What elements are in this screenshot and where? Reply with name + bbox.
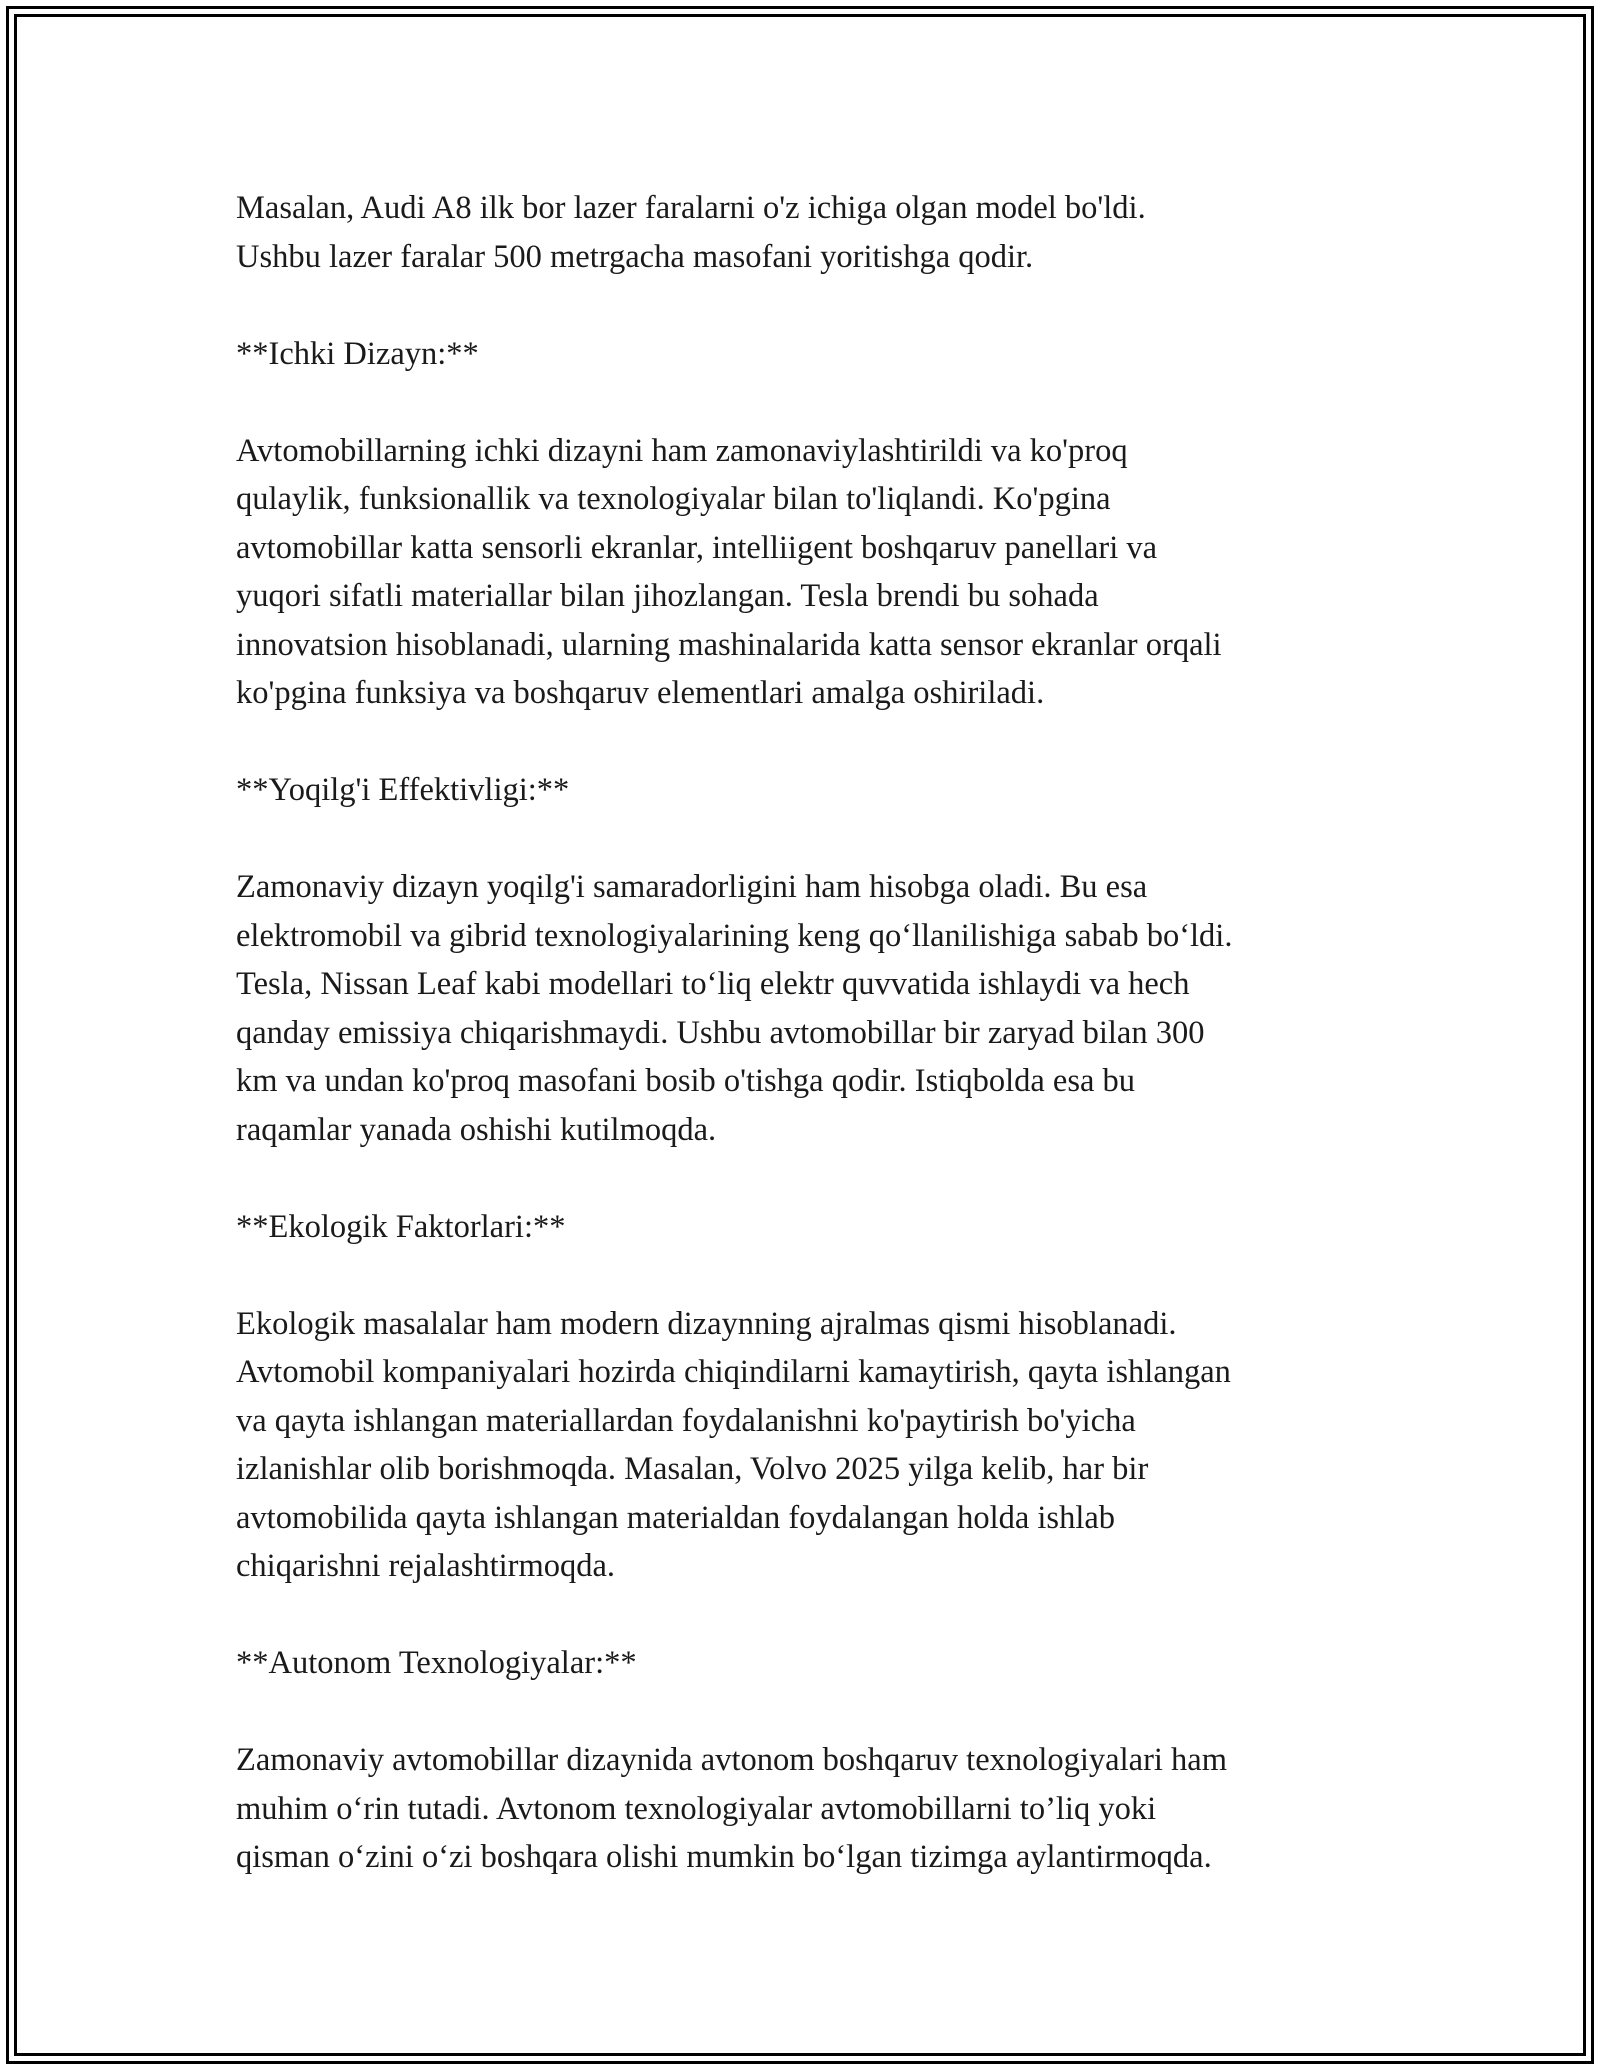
heading-fuel-efficiency: **Yoqilg'i Effektivligi:**: [236, 772, 570, 808]
document-body: [236, 184, 1376, 1882]
heading-interior-design: **Ichki Dizayn:**: [236, 335, 479, 372]
heading-autonomous-tech: **Autonom Texnologiyalar:**: [236, 1645, 637, 1681]
paragraph-audi-laser: Masalan, Audi A8 ilk bor lazer faralarni o'z ichiga olgan model bo'ldi. Ushbu lazer faralar 500 metrgacha masofani yoritishga qodir.: [236, 190, 1146, 275]
paragraph-interior-design: Avtomobillarning ichki dizayni ham zamonaviylashtirildi va ko'proq qulaylik, funksionallik va texnologiyalar bilan to'liqlandi. Ko'pgina avtomobillar katta sensorli ekranlar, intelliigent boshqaruv panellari va yuqori sifatli materiallar bilan jihozlangan. Tesla brendi bu sohada innovatsion hisoblanadi, ularning mashinalarida katta sensor ekranlar orqali ko'pgina funksiya va boshqaruv elementlari amalga oshiriladi.: [236, 432, 1222, 711]
paragraph-ecological-factors: Ekologik masalalar ham modern dizaynning ajralmas qismi hisoblanadi. Avtomobil kompaniyalari hozirda chiqindilarni kamaytirish, qayta ishlangan va qayta ishlangan materiallardan foydalanishni ko'paytirish bo'yicha izlanishlar olib borishmoqda. Masalan, Volvo 2025 yilga kelib, har bir avtomobilida qayta ishlangan materialdan foydalangan holda ishlab chiqarishni rejalashtirmoqda.: [236, 1305, 1231, 1584]
heading-ecological-factors: **Ekologik Faktorlari:**: [236, 1208, 566, 1245]
paragraph-autonomous-tech: Zamonaviy avtomobillar dizaynida avtonom boshqaruv texnologiyalari ham muhim o‘rin tutadi. Avtonom texnologiyalar avtomobillarni to’liq yoki qisman o‘zini o‘zi boshqara olishi mumkin bo‘lgan tizimga aylantirmoqda.: [236, 1742, 1227, 1875]
paragraph-fuel-efficiency: Zamonaviy dizayn yoqilg'i samaradorligini ham hisobga oladi. Bu esa elektromobil va gibrid texnologiyalarining keng qo‘llanilishiga sabab bo‘ldi. Tesla, Nissan Leaf kabi modellari to‘liq elektr quvvatida ishlaydi va hech qanday emissiya chiqarishmaydi. Ushbu avtomobillar bir zaryad bilan 300 km va undan ko'proq masofani bosib o'tishga qodir. Istiqbolda esa bu raqamlar yanada oshishi kutilmoqda.: [236, 869, 1233, 1148]
